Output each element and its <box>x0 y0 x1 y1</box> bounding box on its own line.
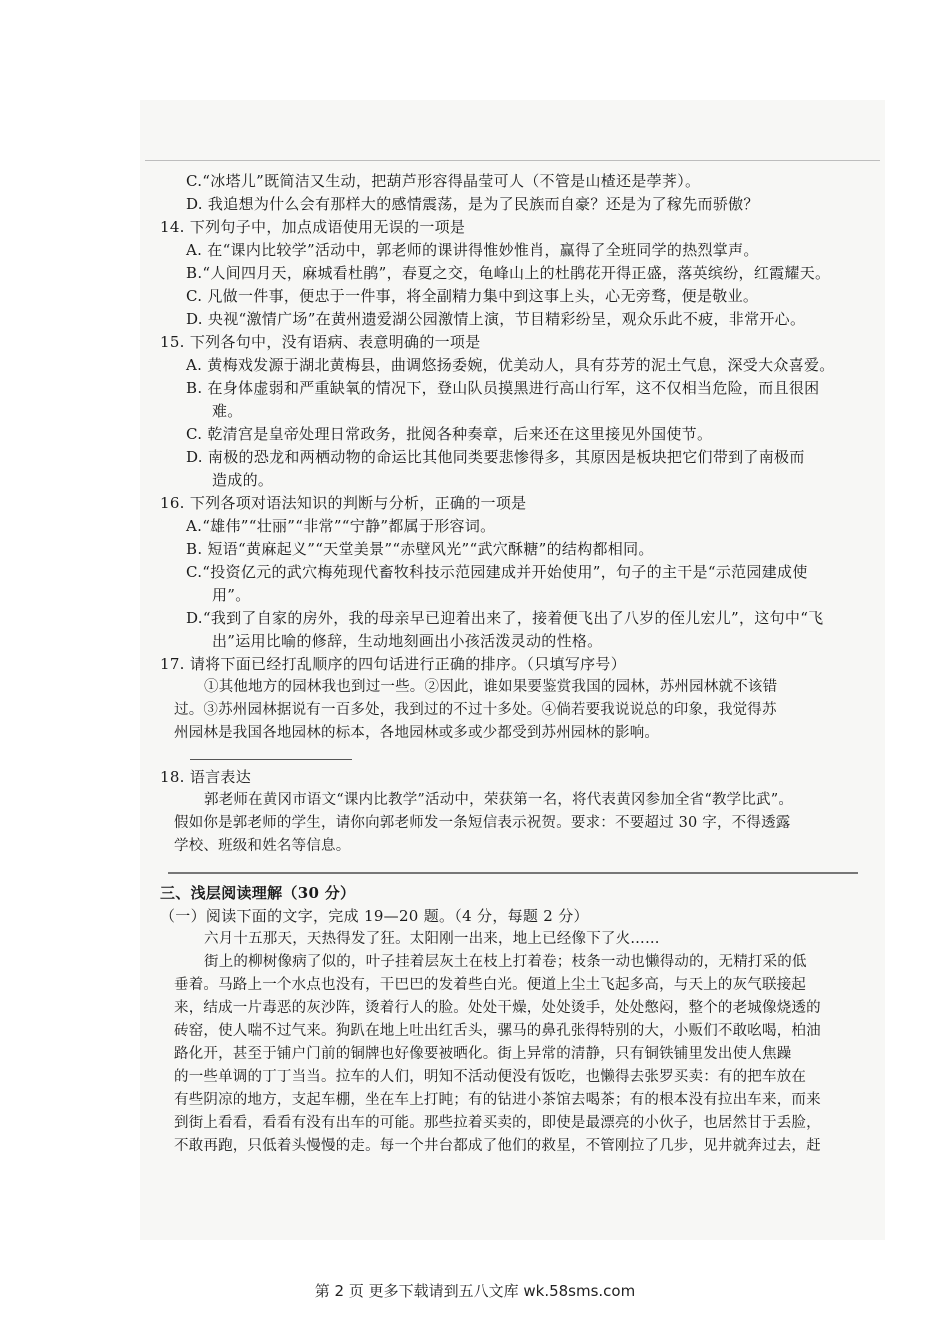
q18-line-2: 假如你是郭老师的学生，请你向郭老师发一条短信表示祝贺。要求：不要超过 30 字，不得透露 <box>174 815 791 831</box>
section-separator <box>168 872 858 874</box>
q16-option-b: B. 短语“黄麻起义”“天堂美景”“赤壁风光”“武穴酥糖”的结构都相同。 <box>186 540 654 558</box>
q18-line-1: 郭老师在黄冈市语文“课内比教学”活动中，荣获第一名，将代表黄冈参加全省“教学比武”。 <box>204 792 794 808</box>
q16-stem: 16. 下列各项对语法知识的判断与分析，正确的一项是 <box>160 494 527 512</box>
q15-stem: 15. 下列各句中，没有语病、表意明确的一项是 <box>160 333 481 351</box>
top-rule <box>145 160 880 161</box>
q14-stem: 14. 下列句子中，加点成语使用无误的一项是 <box>160 218 466 236</box>
q18-line-3: 学校、班级和姓名等信息。 <box>174 838 351 854</box>
q14-option-b: B.“人间四月天，麻城看杜鹃”，春夏之交，龟峰山上的杜鹃花开得正盛，落英缤纷，红霞耀天。 <box>186 264 831 282</box>
q17-stem: 17. 请将下面已经打乱顺序的四句话进行正确的排序。（只填写序号） <box>160 655 627 673</box>
q15-option-b: B. 在身体虚弱和严重缺氧的情况下，登山队员摸黑进行高山行军，这不仅相当危险，而且很困 <box>186 379 820 397</box>
passage-line: 有些阴凉的地方，支起车棚，坐在车上打盹；有的钻进小茶馆去喝茶；有的根本没有拉出车来，而来 <box>174 1092 821 1108</box>
q17-line-1: ①其他地方的园林我也到过一些。②因此，谁如果要鉴赏我国的园林，苏州园林就不该错 <box>204 679 778 695</box>
passage-line: 的一些单调的丁丁当当。拉车的人们，明知不活动便没有饭吃，也懒得去张罗买卖：有的把车放在 <box>174 1069 807 1085</box>
q14-option-a: A. 在“课内比较学”活动中，郭老师的课讲得惟妙惟肖，赢得了全班同学的热烈掌声。 <box>186 241 759 259</box>
q16-option-a: A.“雄伟”“壮丽”“非常”“宁静”都属于形容词。 <box>186 517 496 535</box>
passage-line: 街上的柳树像病了似的，叶子挂着层灰土在枝上打着卷；枝条一动也懒得动的，无精打采的低 <box>204 954 807 970</box>
passage-line: 到街上看看，看看有没有出车的可能。那些拉着买卖的，即使是最漂亮的小伙子，也居然甘于丢脸， <box>174 1115 821 1131</box>
q14-option-d: D. 央视“激情广场”在黄州遗爱湖公园激情上演，节目精彩纷呈，观众乐此不疲，非常开心。 <box>186 310 806 328</box>
q15-option-b-cont: 难。 <box>212 402 243 420</box>
answer-blank-line <box>190 759 352 760</box>
q16-option-c-cont: 用”。 <box>212 586 251 604</box>
q15-option-c: C. 乾清宫是皇帝处理日常政务，批阅各种奏章，后来还在这里接见外国使节。 <box>186 425 713 443</box>
q16-option-c: C.“投资亿元的武穴梅苑现代畜牧科技示范园建成并开始使用”，句子的主干是“示范园建成使 <box>186 563 808 581</box>
section3-title: 三、浅层阅读理解（30 分） <box>160 884 356 902</box>
q13-option-d: D. 我追想为什么会有那样大的感情震荡，是为了民族而自豪？还是为了稼先而骄傲？ <box>186 195 759 213</box>
section3-subtitle: （一）阅读下面的文字，完成 19—20 题。（4 分，每题 2 分） <box>160 907 589 925</box>
passage-line: 来，结成一片毒恶的灰沙阵，烫着行人的脸。处处干燥，处处烫手，处处憋闷，整个的老城像烧透的 <box>174 1000 821 1016</box>
passage-line: 垂着。马路上一个水点也没有，干巴巴的发着些白光。便道上尘土飞起多高，与天上的灰气联接起 <box>174 977 807 993</box>
q17-line-3: 州园林是我国各地园林的标本，各地园林或多或少都受到苏州园林的影响。 <box>174 725 660 741</box>
passage-line: 六月十五那天，天热得发了狂。太阳刚一出来，地上已经像下了火…… <box>204 931 660 947</box>
passage-line: 砖窑，使人喘不过气来。狗趴在地上吐出红舌头，骡马的鼻孔张得特别的大，小贩们不敢吆喝，柏油 <box>174 1023 821 1039</box>
q15-option-a: A. 黄梅戏发源于湖北黄梅县，曲调悠扬委婉，优美动人，具有芬芳的泥土气息，深受大众喜爱。 <box>186 356 835 374</box>
q15-option-d-cont: 造成的。 <box>212 471 274 489</box>
passage-line: 不敢再跑，只低着头慢慢的走。每一个井台都成了他们的救星，不管刚拉了几步，见井就奔过去，赶 <box>174 1138 821 1154</box>
passage-line: 路化开，甚至于铺户门前的铜牌也好像要被晒化。街上异常的清静，只有铜铁铺里发出使人焦躁 <box>174 1046 792 1062</box>
q18-stem: 18. 语言表达 <box>160 768 252 786</box>
q14-option-c: C. 凡做一件事，便忠于一件事，将全副精力集中到这事上头，心无旁骛，便是敬业。 <box>186 287 759 305</box>
q17-line-2: 过。③苏州园林据说有一百多处，我到过的不过十多处。④倘若要我说说总的印象，我觉得苏 <box>174 702 777 718</box>
q16-option-d: D.“我到了自家的房外，我的母亲早已迎着出来了，接着便飞出了八岁的侄儿宏儿”，这句中“飞 <box>186 609 824 627</box>
page-content <box>160 170 870 1158</box>
page-footer: 第 2 页 更多下载请到五八文库 wk.58sms.com <box>314 1282 636 1300</box>
q15-option-d: D. 南极的恐龙和两栖动物的命运比其他同类要悲惨得多，其原因是板块把它们带到了南极而 <box>186 448 805 466</box>
q16-option-d-cont: 出”运用比喻的修辞，生动地刻画出小孩活泼灵动的性格。 <box>212 632 603 650</box>
q13-option-c: C.“冰塔儿”既简洁又生动，把葫芦形容得晶莹可人（不管是山楂还是荸荠）。 <box>186 172 701 190</box>
